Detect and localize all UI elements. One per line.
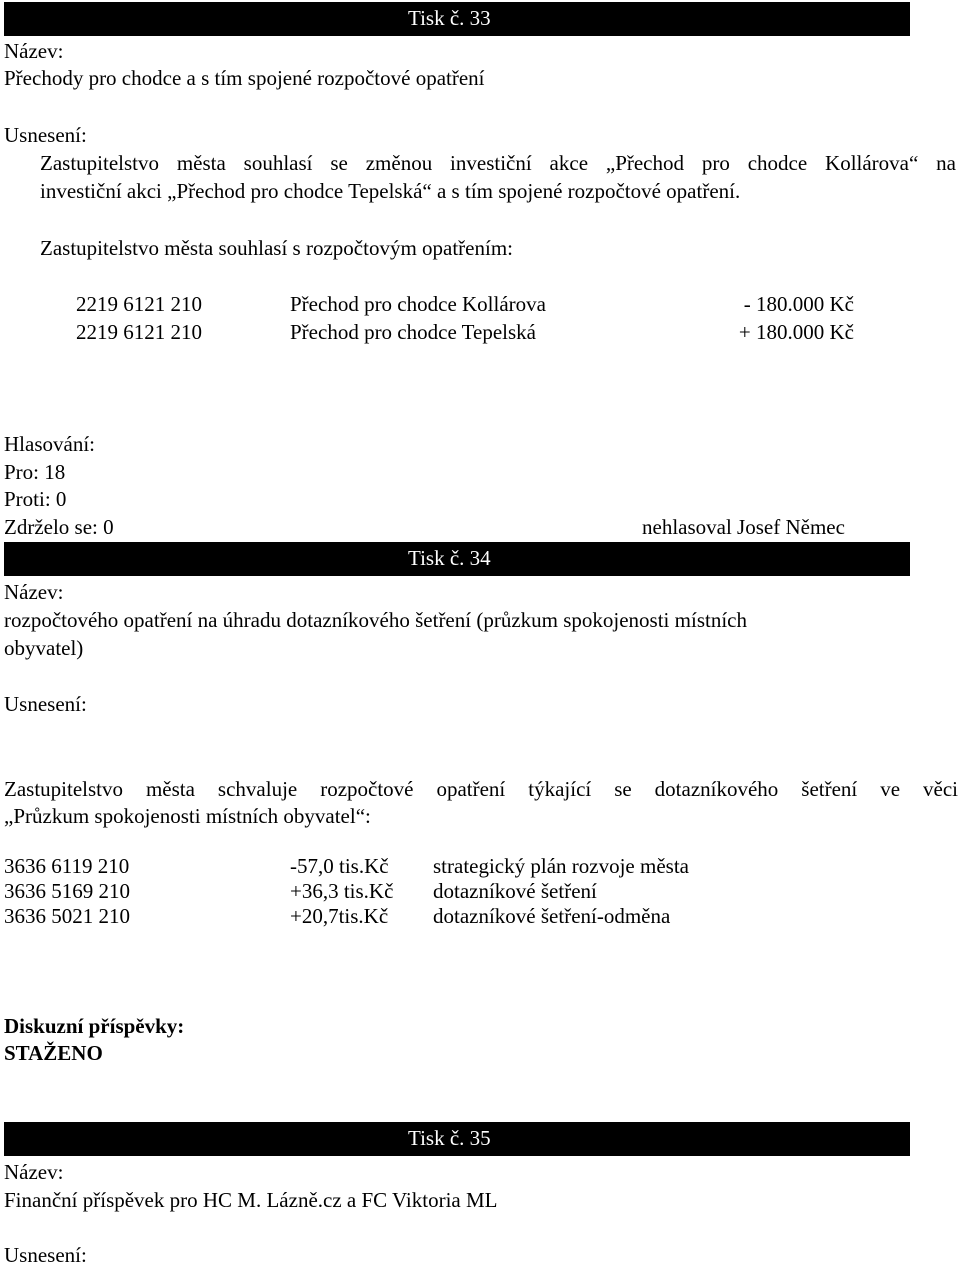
tisk-34-row-1-desc: strategický plán rozvoje města — [433, 854, 689, 878]
tisk-33-header: Tisk č. 33 — [408, 6, 491, 30]
tisk-33-pro: Pro: 18 — [4, 460, 66, 484]
tisk-34-row-3-desc: dotazníkové šetření-odměna — [433, 904, 671, 928]
tisk-34-stav: STAŽENO — [4, 1041, 103, 1065]
tisk-34-usneseni-label: Usnesení: — [4, 692, 87, 716]
tisk-33-nazev-label: Název: — [4, 39, 64, 63]
tisk-35-nazev: Finanční příspěvek pro HC M. Lázně.cz a FC Viktoria ML — [4, 1188, 498, 1212]
tisk-33-hlasovani-label: Hlasování: — [4, 432, 95, 456]
tisk-34-header-bar — [4, 542, 910, 576]
tisk-34-row-2-amount: +36,3 tis.Kč — [290, 879, 394, 903]
tisk-33-zdrzelo: Zdrželo se: 0 — [4, 515, 114, 539]
tisk-34-nazev-line2: obyvatel) — [4, 636, 84, 660]
tisk-34-row-2-code: 3636 5169 210 — [4, 879, 130, 903]
tisk-34-row-3-amount: +20,7tis.Kč — [290, 904, 389, 928]
tisk-34-row-2-desc: dotazníkové šetření — [433, 879, 597, 903]
tisk-34-usneseni-line1: Zastupitelstvo města schvaluje rozpočtové opatření týkající se dotazníkového šetření ve věci — [4, 777, 958, 801]
tisk-33-usneseni-label: Usnesení: — [4, 123, 87, 147]
tisk-34-row-1-amount: -57,0 tis.Kč — [290, 854, 389, 878]
tisk-35-nazev-label: Název: — [4, 1160, 64, 1184]
tisk-35-header-bar — [4, 1122, 910, 1156]
tisk-34-nazev-line1: rozpočtového opatření na úhradu dotazníkového šetření (průzkum spokojenosti místních — [4, 608, 747, 632]
tisk-33-usneseni-line1: Zastupitelstvo města souhlasí se změnou investiční akce „Přechod pro chodce Kollárova“ na — [40, 151, 956, 175]
tisk-34-usneseni-line2: „Průzkum spokojenosti místních obyvatel“: — [4, 804, 371, 828]
tisk-35-usneseni-label: Usnesení: — [4, 1243, 87, 1267]
tisk-33-header-bar — [4, 2, 910, 36]
tisk-34-row-1-code: 3636 6119 210 — [4, 854, 130, 878]
tisk-33-usneseni-line2: investiční akci „Přechod pro chodce Tepelská“ a s tím spojené rozpočtové opatření. — [40, 179, 741, 203]
tisk-35-header: Tisk č. 35 — [408, 1126, 491, 1150]
tisk-34-diskuze-label: Diskuzní příspěvky: — [4, 1014, 185, 1038]
tisk-33-row-2-amount: + 180.000 Kč — [738, 320, 854, 344]
tisk-33-proti: Proti: 0 — [4, 487, 67, 511]
tisk-34-header: Tisk č. 34 — [408, 546, 491, 570]
tisk-33-row-1-code: 2219 6121 210 — [76, 292, 202, 316]
tisk-33-row-1-desc: Přechod pro chodce Kollárova — [290, 292, 546, 316]
tisk-33-nazev: Přechody pro chodce a s tím spojené rozpočtové opatření — [4, 66, 485, 90]
tisk-33-row-1-amount: - 180.000 Kč — [743, 292, 854, 316]
tisk-33-row-2-desc: Přechod pro chodce Tepelská — [290, 320, 536, 344]
tisk-34-nazev-label: Název: — [4, 580, 64, 604]
tisk-33-row-2-code: 2219 6121 210 — [76, 320, 202, 344]
tisk-33-usneseni-line3: Zastupitelstvo města souhlasí s rozpočtovým opatřením: — [40, 236, 514, 260]
tisk-33-nehlasoval: nehlasoval Josef Němec — [642, 515, 845, 539]
tisk-34-row-3-code: 3636 5021 210 — [4, 904, 130, 928]
